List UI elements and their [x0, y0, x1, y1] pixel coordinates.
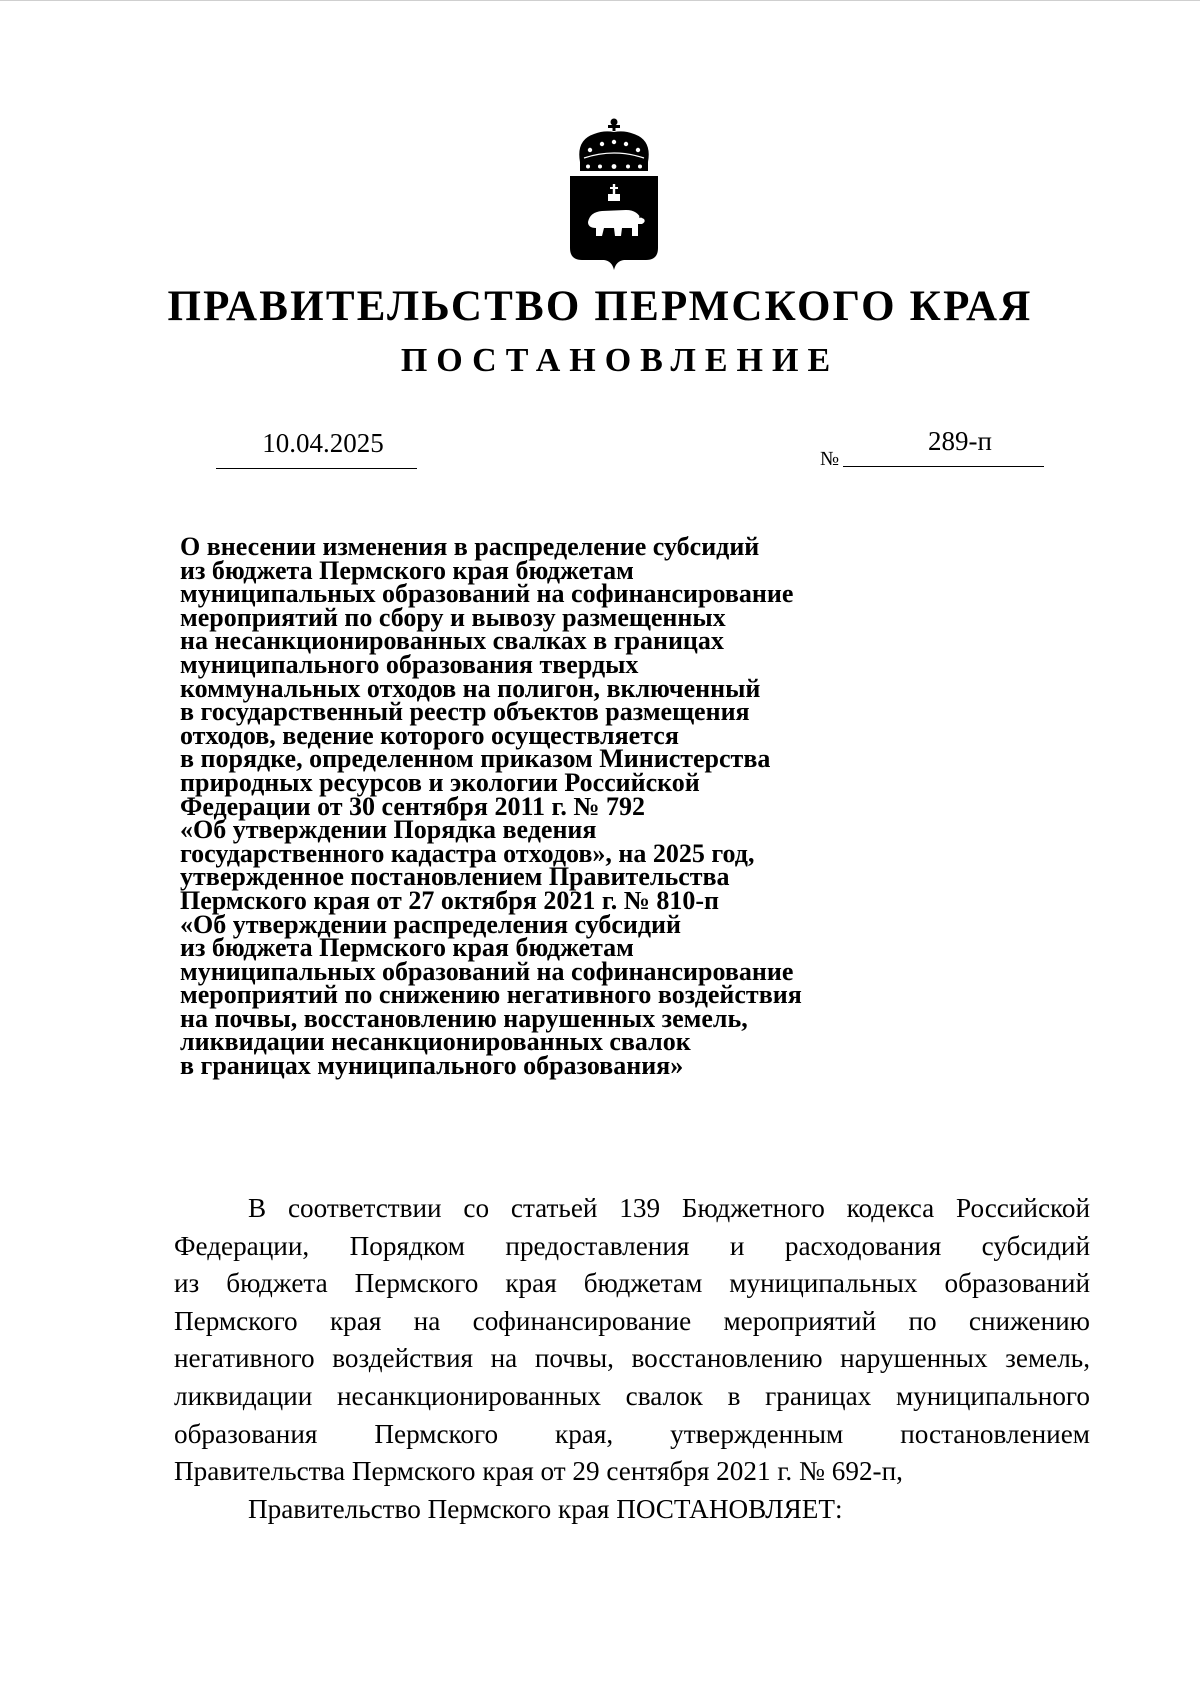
heading-line: утвержденное постановлением Правительства: [180, 862, 730, 892]
document-type: ПОСТАНОВЛЕНИЕ: [400, 342, 840, 379]
heading-line: в государственный реестр объектов размещения: [180, 697, 750, 727]
heading-line: Пермского края от 27 октября 2021 г. № 810-п: [180, 885, 719, 915]
number-underline: [843, 466, 1044, 467]
perm-krai-coat-of-arms-icon: [566, 118, 662, 270]
heading-line: муниципальных образований на софинансирование: [180, 579, 794, 609]
preamble-paragraph: [174, 1190, 1090, 1528]
date-underline: [216, 468, 417, 469]
document-heading: [180, 532, 880, 1081]
resolution-statement: Правительство Пермского края ПОСТАНОВЛЯЕТ:: [248, 1493, 843, 1524]
document-number: 289-п: [928, 426, 992, 456]
page-top-edge: [0, 0, 1200, 1]
heading-line: муниципального образования твердых: [180, 649, 639, 679]
heading-line: природных ресурсов и экологии Российской: [180, 767, 700, 797]
document-date: 10.04.2025: [262, 428, 384, 458]
body-line: негативного воздействия на почвы, восстановлению нарушенных земель,: [174, 1343, 1090, 1374]
heading-line: из бюджета Пермского края бюджетам: [180, 555, 634, 585]
heading-line: государственного кадастра отходов», на 2025 год,: [180, 838, 755, 868]
heading-line: «Об утверждении Порядка ведения: [180, 815, 597, 845]
body-line: Правительства Пермского края от 29 сентября 2021 г. № 692-п,: [174, 1456, 903, 1487]
heading-line: коммунальных отходов на полигон, включенный: [180, 673, 761, 703]
body-line: ликвидации несанкционированных свалок в границах муниципального: [174, 1380, 1090, 1411]
heading-line: Федерации от 30 сентября 2011 г. № 792: [180, 791, 646, 821]
government-title: ПРАВИТЕЛЬСТВО ПЕРМСКОГО КРАЯ: [167, 283, 1033, 330]
heading-line: «Об утверждении распределения субсидий: [180, 909, 681, 939]
body-line: Пермского края на софинансирование мероприятий по снижению: [174, 1305, 1090, 1336]
heading-line: муниципальных образований на софинансирование: [180, 956, 794, 986]
number-sign: №: [820, 448, 840, 470]
heading-line: мероприятий по снижению негативного воздействия: [180, 980, 802, 1010]
heading-line: мероприятий по сбору и вывозу размещенных: [180, 602, 726, 632]
heading-line: на несанкционированных свалках в границах: [180, 626, 724, 656]
heading-line: из бюджета Пермского края бюджетам: [180, 933, 634, 963]
body-line: Федерации, Порядком предоставления и расходования субсидий: [174, 1230, 1090, 1261]
heading-line: на почвы, восстановлению нарушенных земель,: [180, 1003, 748, 1033]
body-line: образования Пермского края, утвержденным постановлением: [174, 1418, 1090, 1449]
heading-line: в границах муниципального образования»: [180, 1051, 684, 1081]
heading-line: ликвидации несанкционированных свалок: [180, 1027, 691, 1057]
body-line: из бюджета Пермского края бюджетам муниципальных образований: [174, 1268, 1090, 1299]
body-line: В соответствии со статьей 139 Бюджетного кодекса Российской: [248, 1193, 1090, 1223]
heading-line: в порядке, определенном приказом Министерства: [180, 744, 771, 774]
heading-line: О внесении изменения в распределение субсидий: [180, 532, 760, 561]
heading-line: отходов, ведение которого осуществляется: [180, 720, 679, 750]
